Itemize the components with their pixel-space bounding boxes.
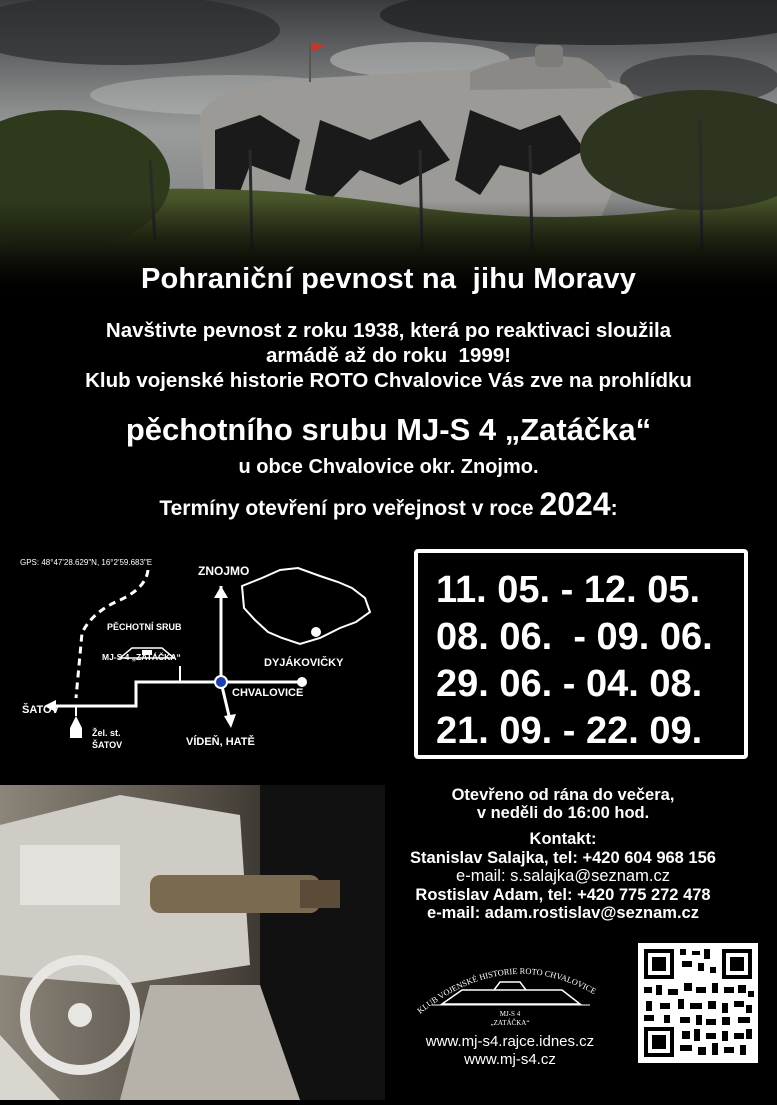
logo-arc-textpath: KLUB VOJENSKÉ HISTORIE ROTO CHVALOVICE xyxy=(415,966,598,1016)
location-line: u obce Chvalovice okr. Znojmo. xyxy=(238,456,539,478)
date-range: 21. 09. - 22. 09. xyxy=(436,710,703,752)
terms-suffix: : xyxy=(610,497,618,520)
date-range: 11. 05. - 12. 05. xyxy=(436,569,701,611)
date-range: 29. 06. - 04. 08. xyxy=(436,663,703,705)
logo-name-line2: „ZATÁČKA“ xyxy=(490,1019,530,1027)
date-range: 08. 06. - 09. 06. xyxy=(436,616,713,658)
label-chvalovice: CHVALOVICE xyxy=(232,687,304,699)
chvalovice-marker-icon xyxy=(215,676,227,688)
bunker-name-heading: pěchotního srubu MJ-S 4 „Zatáčka“ xyxy=(125,412,652,447)
label-dyjakovicky: DYJÁKOVIČKY xyxy=(264,657,344,669)
contact-heading: Kontakt: xyxy=(529,830,597,848)
logo-arc-text xyxy=(416,967,598,1016)
intro-text xyxy=(0,318,777,393)
dyjakovicky-dot-icon xyxy=(297,677,307,687)
dashed-road xyxy=(76,570,148,698)
website-link[interactable]: www.mj-s4.cz xyxy=(464,1051,556,1068)
label-bunker: PĚCHOTNÍ SRUB xyxy=(107,622,182,632)
logo-name-line1: MJ-S 4 xyxy=(499,1010,521,1018)
qr-code[interactable] xyxy=(638,943,758,1063)
contact-person: Rostislav Adam, tel: +420 775 272 478 xyxy=(415,885,711,904)
opening-terms-heading xyxy=(0,486,777,523)
hours-line: Otevřeno od rána do večera, xyxy=(451,786,675,804)
station-icon xyxy=(70,716,82,738)
label-viden: VÍDEŇ, HATĚ xyxy=(186,736,255,748)
page-title: Pohraniční pevnost na jihu Moravy xyxy=(140,263,637,295)
contact-email[interactable]: e-mail: adam.rostislav@seznam.cz xyxy=(427,904,699,923)
location-dot-icon xyxy=(311,627,321,637)
logo-bunker-icon xyxy=(442,990,580,1004)
logo-bunker-turret-icon xyxy=(494,982,526,990)
label-znojmo: ZNOJMO xyxy=(198,564,250,578)
contact-email[interactable]: e-mail: s.salajka@seznam.cz xyxy=(456,867,670,886)
label-bunker-name: MJ-S 4 „ZATÁČKA“ xyxy=(102,652,181,662)
contact-block xyxy=(383,830,743,923)
terms-text: Termíny otevření pro veřejnost v roce xyxy=(159,497,540,520)
opening-dates-box xyxy=(414,549,748,759)
arrow-down-icon xyxy=(224,714,236,728)
hours-line: v neděli do 16:00 hod. xyxy=(476,804,650,823)
terms-year: 2024 xyxy=(539,486,611,522)
location-map xyxy=(0,548,400,778)
interior-gun-photo xyxy=(0,785,385,1100)
intro-line: Klub vojenské historie ROTO Chvalovice Vás zve na prohlídku xyxy=(85,369,692,392)
intro-line: Navštivte pevnost z roku 1938, která po reaktivaci sloužila xyxy=(105,319,672,342)
contact-person: Stanislav Salajka, tel: +420 604 968 156 xyxy=(410,848,716,867)
website-links xyxy=(400,1033,620,1069)
club-logo xyxy=(412,944,608,1042)
label-satov: ŠATOV xyxy=(22,704,59,716)
opening-hours xyxy=(383,786,743,822)
label-station-town: ŠATOV xyxy=(92,740,123,750)
czech-republic-outline xyxy=(242,568,370,644)
hero-photo xyxy=(0,0,777,290)
gps-coordinates: GPS: 48°47'28.629"N, 16°2'59.683"E xyxy=(20,558,153,567)
label-station: Žel. st. xyxy=(92,728,121,738)
intro-line: armádě až do roku 1999! xyxy=(266,344,511,367)
arrow-up-icon xyxy=(214,586,228,598)
website-link[interactable]: www.mj-s4.rajce.idnes.cz xyxy=(425,1033,595,1050)
